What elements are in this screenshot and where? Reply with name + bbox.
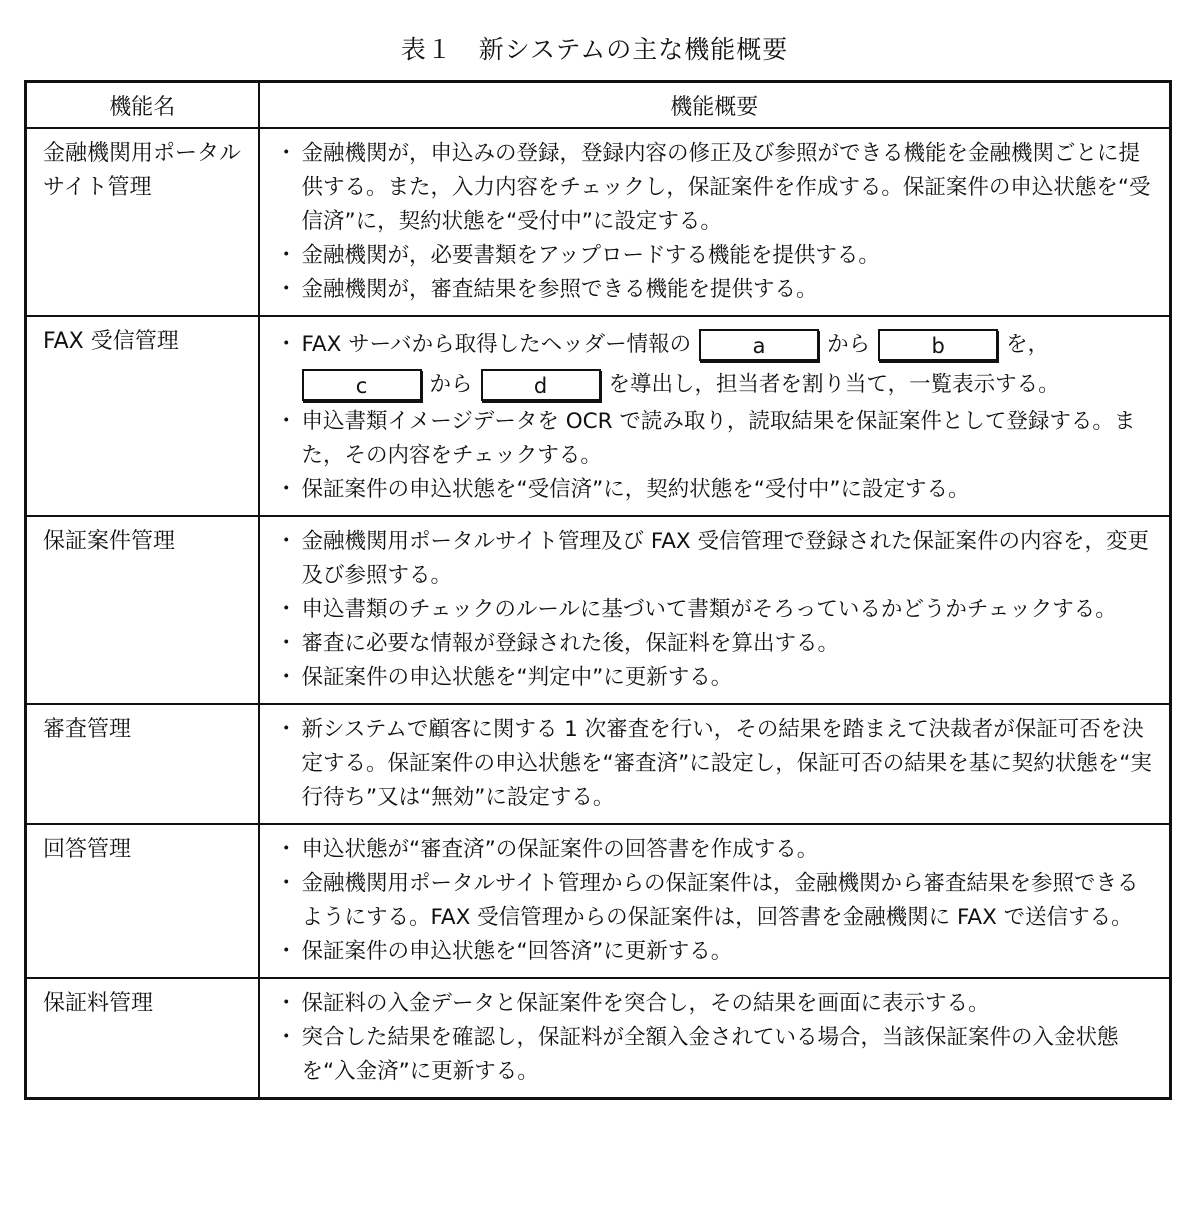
list-item: ・ 金融機関が，申込みの登録，登録内容の修正及び参照ができる機能を金融機関ごとに提供する。また，入力内容をチェックし，保証案件を作成する。保証案件の申込状態を“受信済”に，契約状態を“受付中”に設定する。 (284, 137, 1156, 239)
blank-box-d: d (481, 369, 601, 401)
list-item: ・ 金融機関用ポータルサイト管理及び FAX 受信管理で登録された保証案件の内容を，変更及び参照する。 (284, 525, 1156, 593)
list-item: ・ 申込状態が“審査済”の保証案件の回答書を作成する。 (284, 833, 1156, 867)
function-name-answer: 回答管理 (26, 824, 259, 978)
list-item: ・ 金融機関用ポータルサイト管理からの保証案件は，金融機関から審査結果を参照できるようにする。FAX 受信管理からの保証案件は，回答書を金融機関に FAX で送信する。 (284, 867, 1156, 935)
function-name-screening: 審査管理 (26, 704, 259, 824)
fax-text-before: FAX サーバから取得したヘッダー情報の (301, 332, 692, 357)
blank-box-c: c (302, 369, 422, 401)
header-function-name: 機能名 (26, 82, 259, 129)
blank-box-a: a (699, 329, 819, 361)
list-item: ・ 保証案件の申込状態を“受信済”に，契約状態を“受付中”に設定する。 (284, 473, 1156, 507)
table-row (26, 516, 1171, 704)
function-name-portal: 金融機関用ポータルサイト管理 (26, 128, 259, 316)
table-row (26, 704, 1171, 824)
function-summary-fax (259, 316, 1171, 516)
list-item: ・ 突合した結果を確認し，保証料が全額入金されている場合，当該保証案件の入金状態を“入金済”に更新する。 (284, 1021, 1156, 1089)
list-item: ・ 保証案件の申込状態を“判定中”に更新する。 (284, 661, 1156, 695)
list-item: ・ 新システムで顧客に関する 1 次審査を行い，その結果を踏まえて決裁者が保証可否を決定する。保証案件の申込状態を“審査済”に設定し，保証可否の結果を基に契約状態を“実行待ち”又は“無効”に設定する。 (284, 713, 1156, 815)
function-summary-portal (259, 128, 1171, 316)
list-item: ・ 保証案件の申込状態を“回答済”に更新する。 (284, 935, 1156, 969)
table-row (26, 128, 1171, 316)
list-item: ・ 申込書類イメージデータを OCR で読み取り，読取結果を保証案件として登録する。また，その内容をチェックする。 (284, 405, 1156, 473)
fax-text-after: を， (1006, 332, 1050, 357)
table-row (26, 978, 1171, 1099)
list-item: ・ 審査に必要な情報が登録された後，保証料を算出する。 (284, 627, 1156, 661)
function-name-case: 保証案件管理 (26, 516, 259, 704)
table-row (26, 824, 1171, 978)
fax-text-after2: を導出し，担当者を割り当て，一覧表示する。 (608, 372, 1060, 397)
fax-text-mid1: から (827, 332, 871, 357)
table-row (26, 316, 1171, 516)
function-summary-fee (259, 978, 1171, 1099)
list-item: ・ 保証料の入金データと保証案件を突合し，その結果を画面に表示する。 (284, 987, 1156, 1021)
blank-box-b: b (878, 329, 998, 361)
list-item: ・ 金融機関が，審査結果を参照できる機能を提供する。 (284, 273, 1156, 307)
list-item: ・ 申込書類のチェックのルールに基づいて書類がそろっているかどうかチェックする。 (284, 593, 1156, 627)
function-name-fax: FAX 受信管理 (26, 316, 259, 516)
header-row (26, 82, 1171, 129)
function-summary-answer (259, 824, 1171, 978)
list-item: ・ 金融機関が，必要書類をアップロードする機能を提供する。 (284, 239, 1156, 273)
function-table (24, 80, 1172, 1100)
function-summary-case (259, 516, 1171, 704)
header-function-summary: 機能概要 (259, 82, 1171, 129)
function-name-fee: 保証料管理 (26, 978, 259, 1099)
function-summary-screening (259, 704, 1171, 824)
table-caption: 表１ 新システムの主な機能概要 (400, 35, 789, 64)
list-item-fax-blanks (284, 325, 1156, 405)
fax-text-mid2: から (429, 372, 473, 397)
